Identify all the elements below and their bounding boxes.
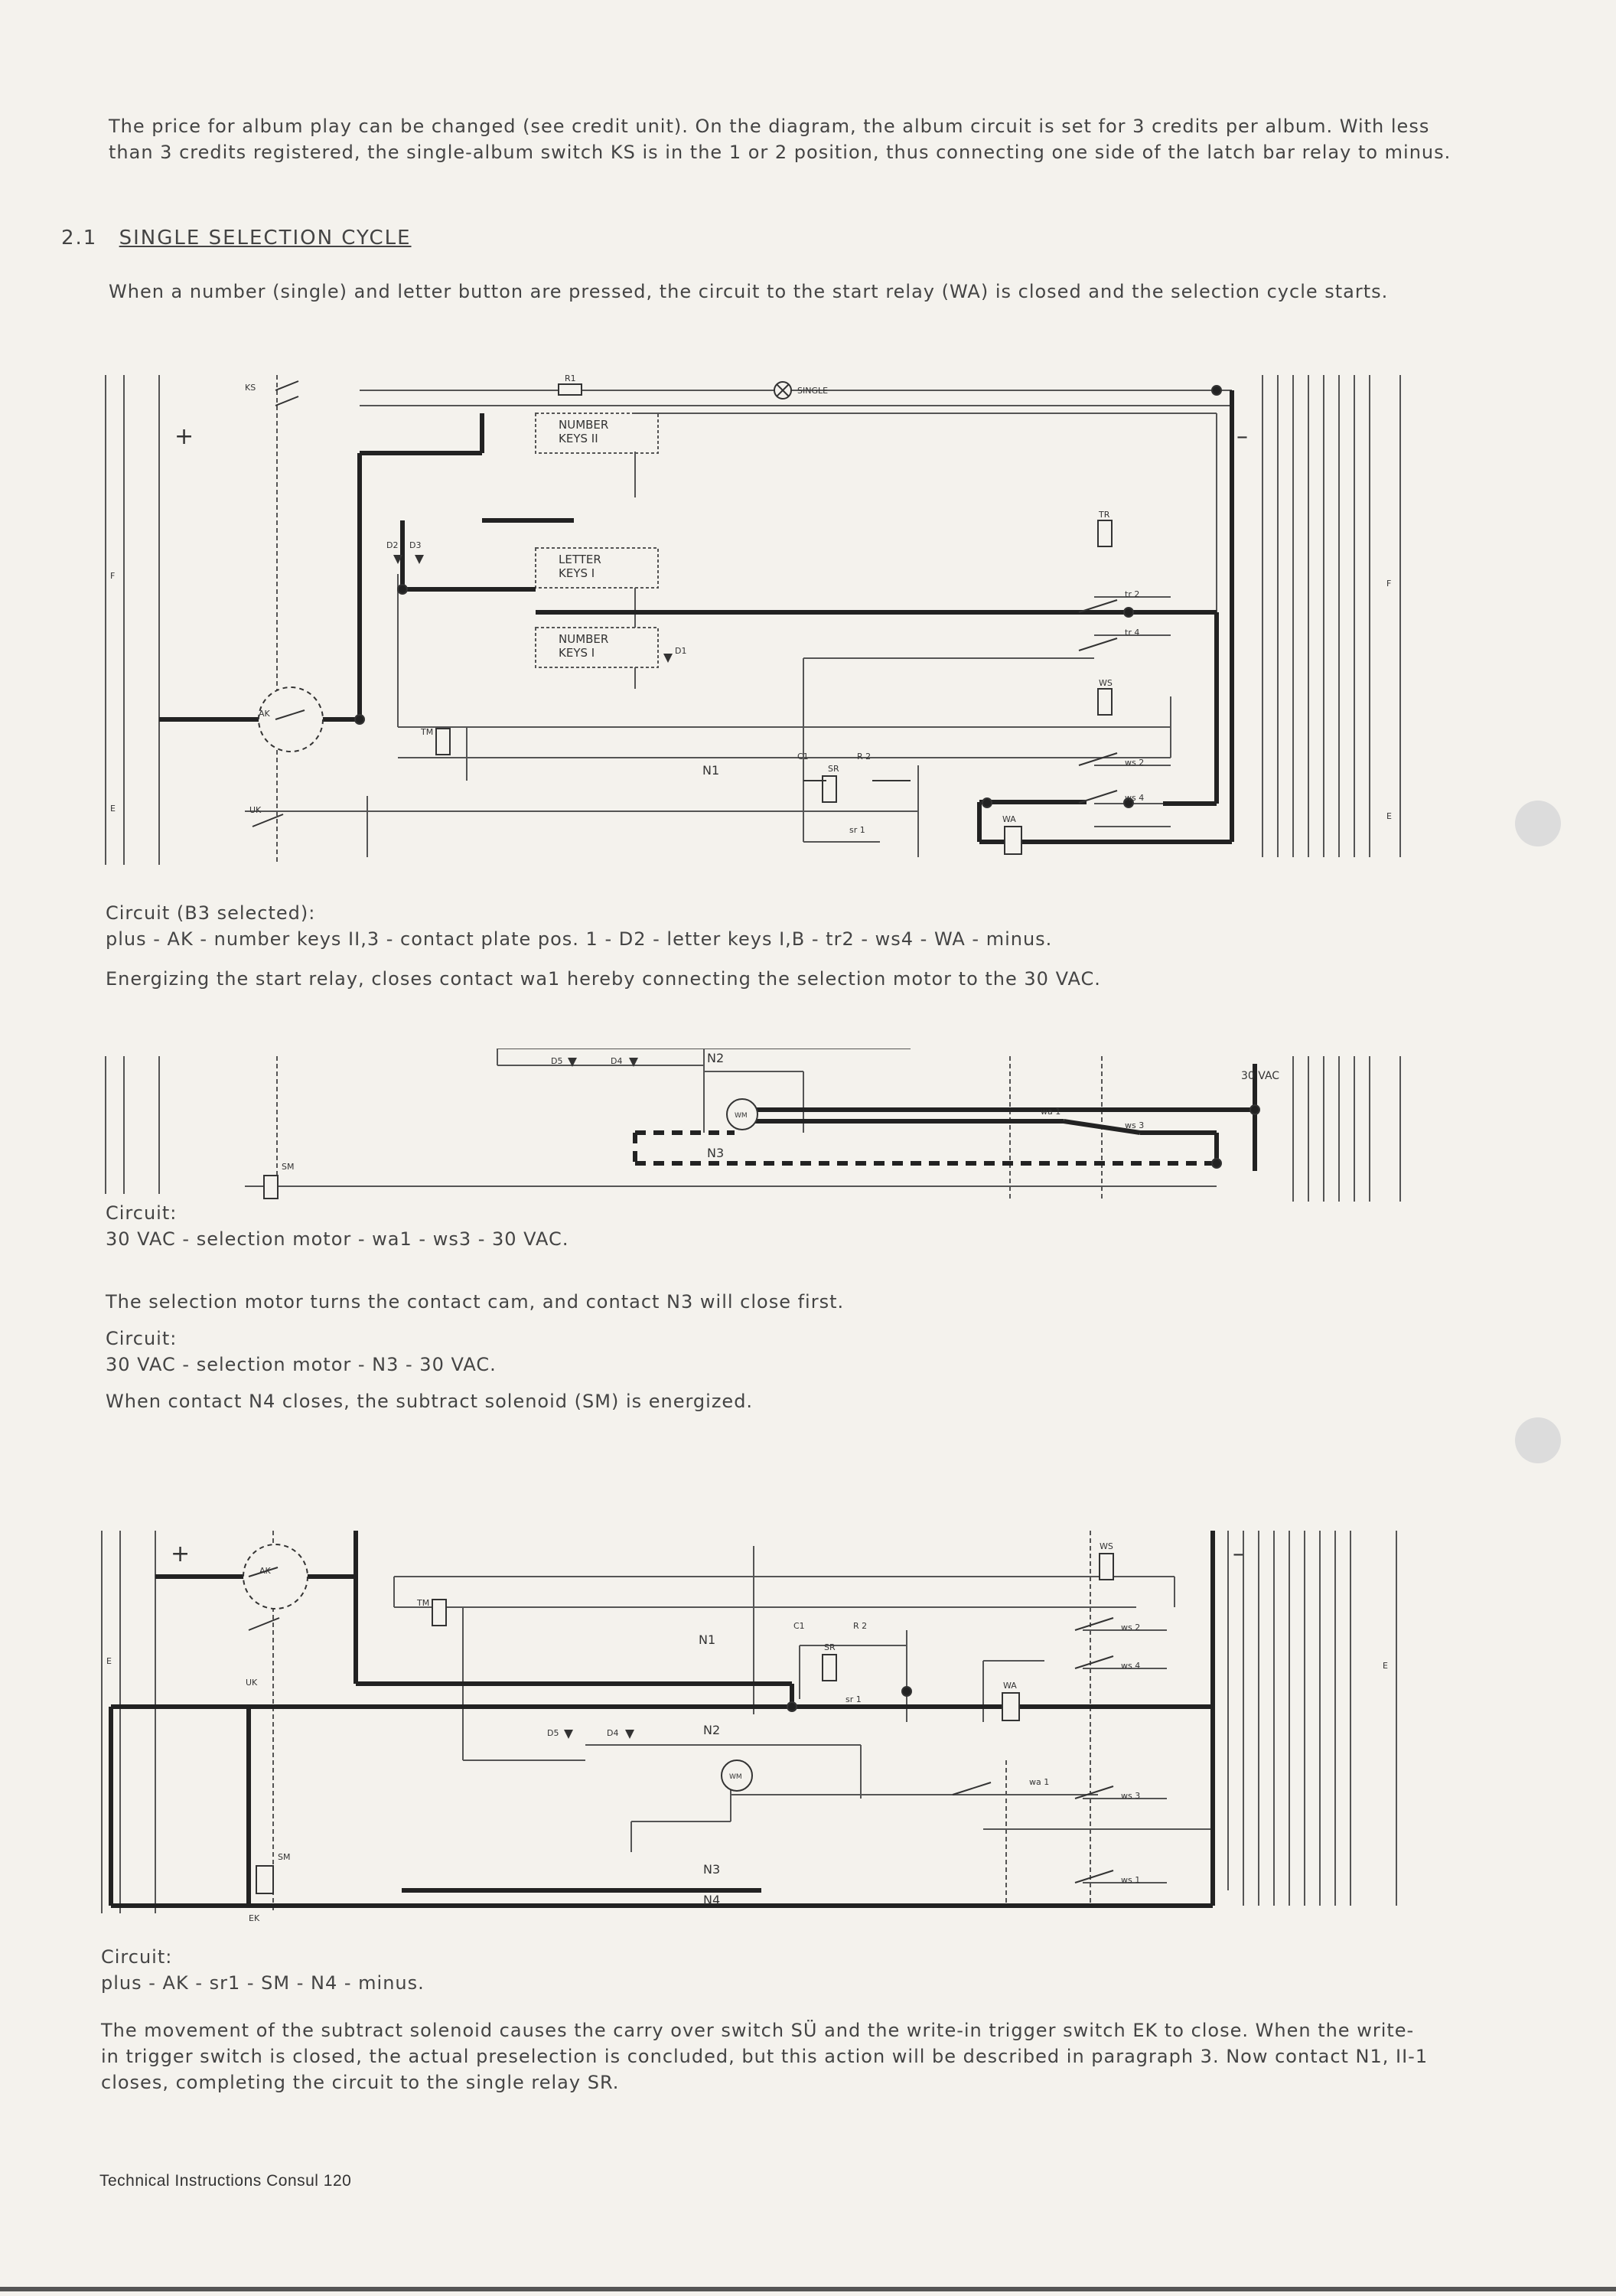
caption-n3-circuit-path: 30 VAC - selection motor - N3 - 30 VAC. <box>106 1354 497 1375</box>
caption-start-relay: Energizing the start relay, closes contact wa1 hereby connecting the selection motor to the 30 VAC. <box>106 968 1101 990</box>
d1-ws4-label: ws 4 <box>1125 793 1145 803</box>
d1-n1-label: N1 <box>702 763 720 778</box>
d3-sr-label: SR <box>824 1642 836 1652</box>
d2-sm-label: SM <box>282 1162 295 1172</box>
d2-n3-label: N3 <box>707 1146 725 1160</box>
d1-minus-label: – <box>1236 423 1248 450</box>
caption-solenoid-circuit-path: plus - AK - sr1 - SM - N4 - minus. <box>101 1972 425 1994</box>
d1-tr2-label: tr 2 <box>1125 589 1140 599</box>
d1-plus-label: + <box>174 423 194 450</box>
d2-vac-label: 30 VAC <box>1241 1070 1280 1082</box>
diagram-single-selection <box>99 367 1416 872</box>
d1-r1-label: R1 <box>565 373 576 383</box>
d3-wa-label: WA <box>1003 1681 1017 1691</box>
d1-e-right-label: E <box>1386 811 1392 821</box>
d1-d1-label: D1 <box>675 646 687 656</box>
caption-circuit-b3 <box>106 900 1052 952</box>
d1-e-left-label: E <box>110 804 116 814</box>
d3-ak-label: AK <box>259 1566 271 1576</box>
d1-d2-label: D2 <box>386 540 399 550</box>
caption-circuit-b3-path: plus - AK - number keys II,3 - contact plate pos. 1 - D2 - letter keys I,B - tr2 - ws4 - WA - minus. <box>106 928 1053 950</box>
d1-ws2-label: ws 2 <box>1125 758 1145 768</box>
d2-ws3-label: ws 3 <box>1125 1120 1145 1130</box>
caption-n3-circuit-title: Circuit: <box>106 1328 178 1349</box>
d1-tr4-label: tr 4 <box>1125 628 1140 638</box>
d3-plus-label: + <box>171 1541 191 1567</box>
d1-d3-label: D3 <box>409 540 422 550</box>
d3-sr1-label: sr 1 <box>845 1694 862 1704</box>
d3-n4-label: N4 <box>703 1893 721 1907</box>
d3-ws1-label: ws 1 <box>1121 1875 1141 1885</box>
diagram-subtract-solenoid <box>96 1523 1412 1921</box>
d1-ak-label: AK <box>259 709 270 719</box>
d1-f-left-label: F <box>110 571 116 581</box>
d1-f-right-label: F <box>1386 579 1392 589</box>
d3-n2-label: N2 <box>703 1723 721 1737</box>
d1-single-label: SINGLE <box>797 386 829 396</box>
d3-n3-label: N3 <box>703 1862 721 1877</box>
d3-ws3-label: ws 3 <box>1121 1791 1141 1801</box>
d3-r2-label: R 2 <box>853 1621 868 1631</box>
d1-number-keys-2-a: NUMBER <box>559 418 609 432</box>
caption-n3-circuit <box>106 1326 497 1378</box>
punch-hole-lower <box>1515 1417 1561 1463</box>
d1-letter-keys-a: LETTER <box>559 553 601 566</box>
d3-n1-label: N1 <box>699 1632 716 1647</box>
caption-solenoid-circuit-title: Circuit: <box>101 1946 173 1968</box>
diagram-selection-motor <box>99 1049 1416 1202</box>
d3-d4-label: D4 <box>607 1728 619 1738</box>
d3-e-right-label: E <box>1383 1661 1388 1671</box>
d1-number-keys-1-b: KEYS I <box>559 646 595 660</box>
movement-paragraph: The movement of the subtract solenoid causes the carry over switch SÜ and the write-in trigger switch EK to close. When the write-in trigger switch is closed, the actual preselection is concluded, but this action will be described in paragraph 3. Now contact N1, II-1 closes, completing the circuit to the single relay SR. <box>101 2020 1429 2093</box>
d3-sm-label: SM <box>278 1852 291 1862</box>
d3-ws4-label: ws 4 <box>1121 1661 1141 1671</box>
d3-ws2-label: ws 2 <box>1121 1623 1141 1632</box>
page-footer: Technical Instructions Consul 120 <box>99 2172 352 2190</box>
single-cycle-paragraph: When a number (single) and letter button are pressed, the circuit to the start relay (WA) is closed and the selection cycle starts. <box>109 281 1389 302</box>
d3-ek-label: EK <box>249 1913 260 1921</box>
d1-letter-keys-b: KEYS I <box>559 566 595 580</box>
d3-e-left-label: E <box>106 1656 112 1666</box>
d1-tm-label: TM <box>421 727 434 737</box>
d2-d5-label: D5 <box>551 1056 563 1066</box>
caption-subtract-solenoid: When contact N4 closes, the subtract solenoid (SM) is energized. <box>106 1391 754 1412</box>
d3-uk-label: UK <box>246 1678 258 1688</box>
caption-circuit-b3-title: Circuit (B3 selected): <box>106 902 316 924</box>
caption-solenoid-circuit <box>101 1944 425 1996</box>
d1-sr-label: SR <box>828 764 839 774</box>
d2-n2-label: N2 <box>707 1051 725 1065</box>
d1-wa-label: WA <box>1002 814 1016 824</box>
d3-ws-label: WS <box>1100 1541 1113 1551</box>
d3-wa1-label: wa 1 <box>1029 1777 1050 1787</box>
caption-contact-cam: The selection motor turns the contact cam, and contact N3 will close first. <box>106 1291 845 1313</box>
d3-tm-label: TM <box>417 1598 430 1608</box>
intro-paragraph: The price for album play can be changed (see credit unit). On the diagram, the album circuit is set for 3 credits per album. With less than 3 credits registered, the single-album switch KS is in the 1 or 2 position, thus connecting one side of the latch bar relay to minus. <box>109 116 1451 163</box>
d1-sr1-label: sr 1 <box>849 825 865 835</box>
d1-c1-label: C1 <box>797 752 809 762</box>
section-number: 2.1 <box>61 227 98 249</box>
d1-uk-label: UK <box>249 805 262 815</box>
d1-number-keys-2-b: KEYS II <box>559 432 598 445</box>
d1-tr-label: TR <box>1099 510 1110 520</box>
caption-motor-circuit-path: 30 VAC - selection motor - wa1 - ws3 - 30 VAC. <box>106 1228 569 1250</box>
d1-r2-label: R 2 <box>857 752 872 762</box>
d3-c1-label: C1 <box>793 1621 805 1631</box>
d1-number-keys-1-a: NUMBER <box>559 632 609 646</box>
d2-wa1-label: wa 1 <box>1041 1107 1061 1117</box>
section-heading <box>61 225 412 251</box>
section-title: SINGLE SELECTION CYCLE <box>119 227 412 249</box>
d2-wm-label: WM <box>735 1112 748 1120</box>
punch-hole-upper <box>1515 801 1561 846</box>
caption-motor-circuit <box>106 1200 569 1252</box>
d3-d5-label: D5 <box>547 1728 559 1738</box>
d1-ws-label: WS <box>1099 678 1113 688</box>
d2-d4-label: D4 <box>611 1056 623 1066</box>
d3-minus-label: – <box>1233 1541 1244 1567</box>
d3-wm-label: WM <box>729 1773 742 1781</box>
d1-ks-label: KS <box>245 383 256 393</box>
caption-motor-circuit-title: Circuit: <box>106 1202 178 1224</box>
page-bottom-edge <box>0 2287 1616 2291</box>
